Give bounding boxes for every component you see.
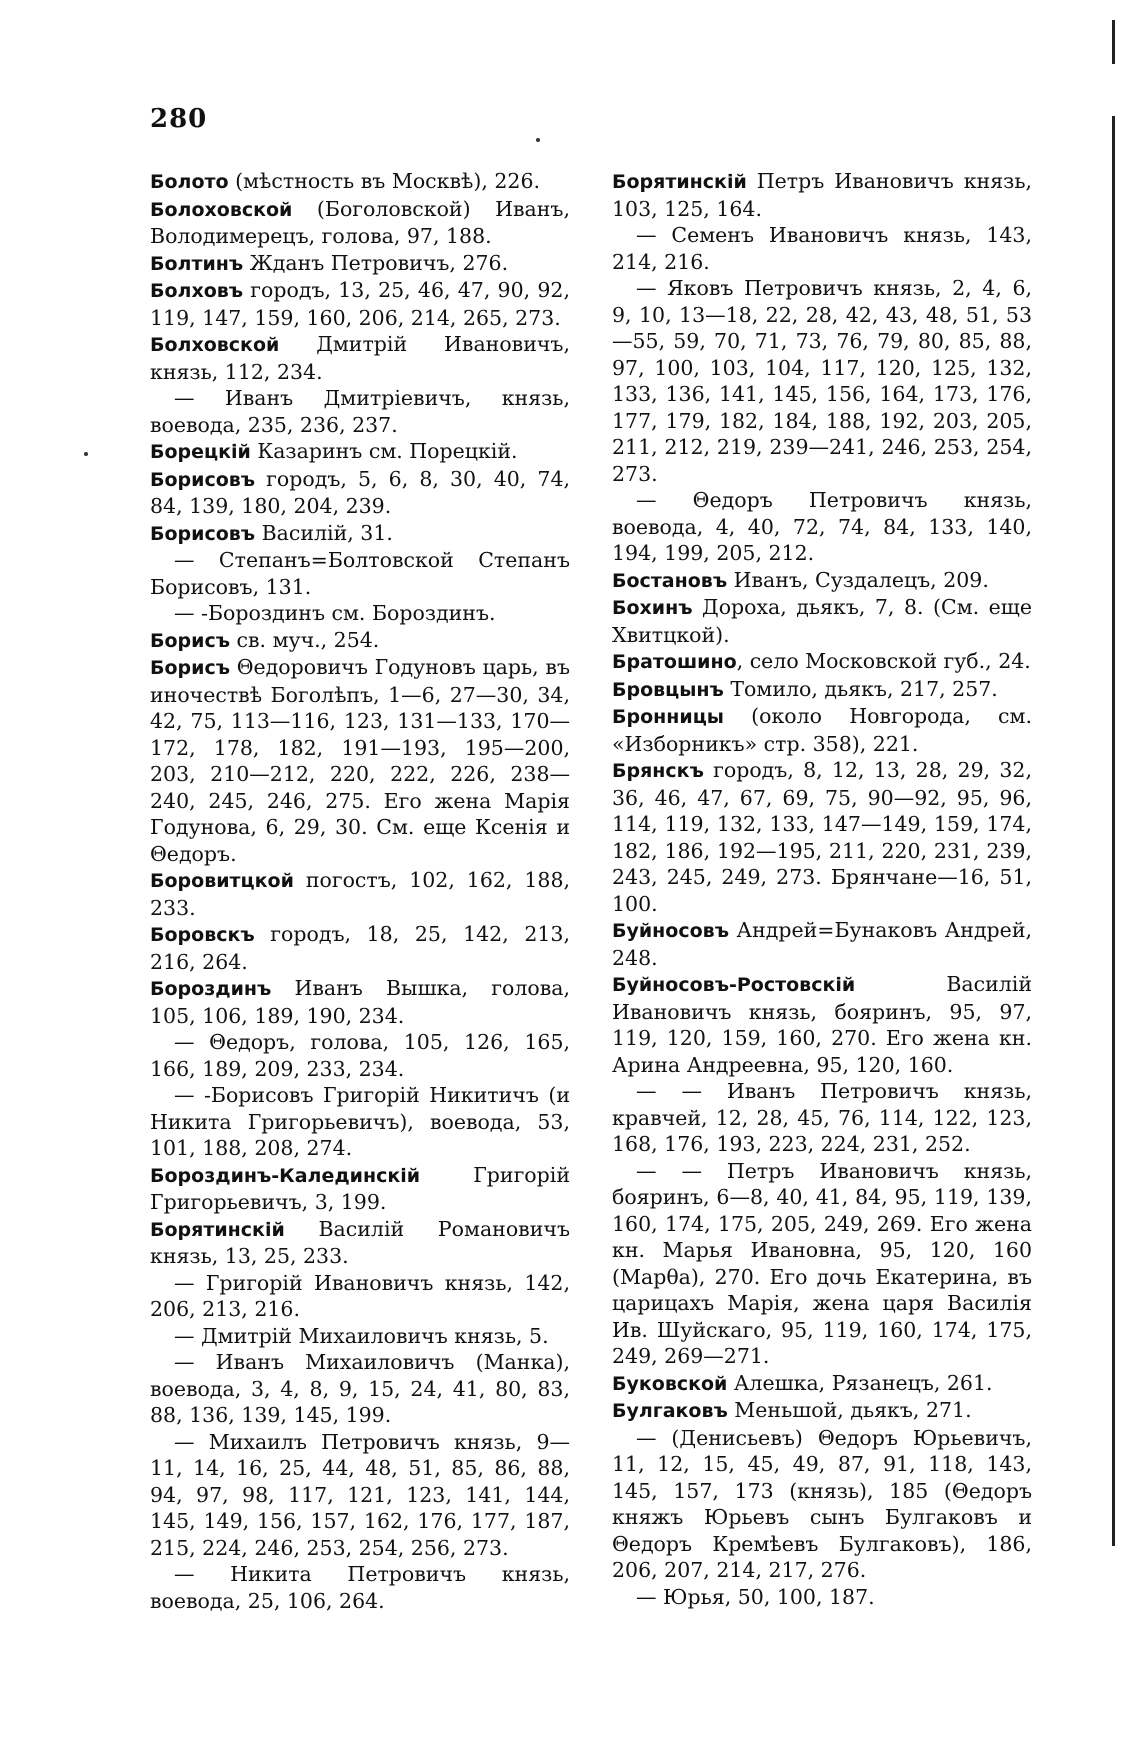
- entry-text: городъ, 13, 25, 46, 47, 90, 92, 119, 147, 159, 160, 206, 214, 265, 273.: [150, 278, 570, 330]
- entry-text: Василій Романовичъ князь, 13, 25, 233.: [150, 1216, 570, 1268]
- index-entry: [612, 1370, 1032, 1398]
- entry-headword: Бронницы: [612, 706, 724, 728]
- entry-text: — -Борисовъ Григорій Никитичъ (и Никита Григорьевичъ), воевода, 53, 101, 188, 208, 274.: [150, 1083, 570, 1160]
- entry-headword: Булгаковъ: [612, 1400, 728, 1422]
- index-entry: [150, 438, 570, 466]
- entry-text: Василій, 31.: [255, 520, 393, 545]
- speck: [84, 452, 88, 456]
- entry-text: — Яковъ Петровичъ князь, 2, 4, 6, 9, 10, 13—18, 22, 28, 42, 43, 48, 51, 53—55, 59, 70, 71, 73, 76, 79, 80, 85, 88, 97, 100, 103, 104, 117, 120, 125, 132, 133, 136, 141, 145, 156, 164, 173, 176, 177, 179, 182, 184, 188, 192, 203, 205, 211, 212, 219, 239—241, 246, 253, 254, 273.: [612, 276, 1032, 486]
- entry-text: Меньшой, дьякъ, 271.: [727, 1398, 972, 1422]
- entry-text: — Юрья, 50, 100, 187.: [636, 1584, 875, 1609]
- entry-headword: Борисъ: [150, 657, 230, 679]
- entry-text: — Степанъ=Болтовской Степанъ Борисовъ, 131.: [150, 548, 570, 599]
- entry-headword: Боровскъ: [150, 924, 255, 946]
- index-entry: [612, 703, 1032, 757]
- index-entry: [612, 222, 1032, 275]
- entry-text: Казаринъ см. Порецкій.: [250, 439, 518, 463]
- index-entry: [150, 277, 570, 331]
- entry-headword: Борятинскій: [612, 171, 747, 193]
- index-entry: [150, 1323, 570, 1350]
- index-entry: [612, 1584, 1032, 1611]
- entry-headword: Борисовъ: [150, 468, 256, 491]
- entry-text: Томило, дьякъ, 217, 257.: [723, 676, 998, 701]
- entry-text: Григорій Григорьевичъ, 3, 199.: [150, 1162, 570, 1214]
- entry-headword: Борецкій: [150, 441, 251, 463]
- index-entry: [150, 1216, 570, 1270]
- index-entry: [150, 921, 570, 975]
- entry-text: — Семенъ Ивановичъ князь, 143, 214, 216.: [612, 223, 1032, 274]
- index-entry: [150, 975, 570, 1029]
- entry-text: — — Иванъ Петровичъ князь, кравчей, 12, 28, 45, 76, 114, 122, 123, 168, 176, 193, 223, 224, 231, 252.: [612, 1079, 1032, 1156]
- entry-text: (мѣстность въ Москвѣ), 226.: [228, 169, 541, 193]
- entry-text: городъ, 8, 12, 13, 28, 29, 32, 36, 46, 47, 67, 69, 75, 90—92, 95, 96, 114, 119, 132, 133, 147—149, 159, 174, 182, 186, 192—195, 211, 220, 231, 239, 243, 245, 249, 273. Брянчане—16, 51, 100.: [612, 758, 1032, 916]
- entry-text: (около Новгорода, см. «Изборникъ» стр. 358), 221.: [612, 704, 1032, 756]
- index-entry: [150, 1349, 570, 1429]
- entry-text: Андрей=Бунаковъ Андрей, 248.: [612, 918, 1032, 970]
- entry-text: Дороха, дьякъ, 7, 8. (См. еще Хвитцкой).: [612, 595, 1032, 647]
- entry-text: — (Денисьевъ) Θедоръ Юрьевичъ, 11, 12, 15, 45, 49, 87, 91, 118, 143, 145, 157, 173 (князь), 185 (Θедоръ княжъ Юрьевъ сынъ Булгаковъ и Θедоръ Кремѣевъ Булгаковъ), 186, 206, 207, 214, 217, 276.: [612, 1425, 1032, 1582]
- entry-headword: Брянскъ: [612, 760, 704, 782]
- index-entry: [612, 567, 1032, 595]
- index-entry: [150, 385, 570, 438]
- entry-headword: Болховской: [150, 334, 280, 356]
- index-entry: [612, 168, 1032, 222]
- index-entry: [150, 466, 570, 520]
- index-entry: [150, 547, 570, 600]
- index-entry: [150, 1561, 570, 1614]
- entry-text: — Григорій Ивановичъ князь, 142, 206, 213, 216.: [150, 1270, 570, 1321]
- entry-headword: Братошино: [612, 651, 737, 673]
- index-entry: [612, 676, 1032, 704]
- index-entry: [612, 594, 1032, 648]
- entry-headword: Бороздинъ-Калединскій: [150, 1164, 421, 1187]
- entry-text: — Дмитрій Михаиловичъ князь, 5.: [174, 1323, 549, 1348]
- index-entry: [150, 1270, 570, 1323]
- entry-headword: Боровитцкой: [150, 870, 294, 892]
- entry-text: Θедоровичъ Годуновъ царь, въ иночествѣ Боголѣпъ, 1—6, 27—30, 34, 42, 75, 113—116, 123, 131—133, 170—172, 178, 182, 191—193, 195—200, 203, 210—212, 220, 222, 226, 238—240, 245, 246, 275. Его жена Марія Годунова, 6, 29, 30. См. еще Ксенія и Θедоръ.: [150, 655, 570, 866]
- entry-headword: Болоховской: [150, 198, 293, 221]
- entry-text: Жданъ Петровичъ, 276.: [243, 250, 509, 275]
- index-entry: [612, 917, 1032, 971]
- index-entry: [150, 250, 570, 278]
- index-entry: [150, 1162, 570, 1216]
- entry-headword: Болховъ: [150, 280, 244, 302]
- index-entry: [612, 757, 1032, 917]
- index-entry: [150, 1082, 570, 1162]
- index-entry: [612, 1078, 1032, 1158]
- entry-text: св. муч., 254.: [230, 627, 380, 652]
- entry-headword: Бостановъ: [612, 569, 728, 592]
- entry-headword: Борисъ: [150, 629, 230, 652]
- index-entry: [150, 1429, 570, 1562]
- entry-text: Дмитрій Ивановичъ, князь, 112, 234.: [150, 332, 570, 384]
- scan-edge-line: [1112, 116, 1115, 1546]
- entry-headword: Борятинскій: [150, 1218, 285, 1241]
- entry-text: Иванъ Вышка, голова, 105, 106, 189, 190, 234.: [150, 976, 570, 1028]
- index-entry: [150, 520, 570, 548]
- entry-text: погостъ, 102, 162, 188, 233.: [150, 868, 570, 920]
- entry-headword: Борисовъ: [150, 522, 256, 545]
- index-column-right: [612, 168, 1032, 1610]
- entry-text: Алешка, Рязанецъ, 261.: [727, 1370, 993, 1395]
- index-entry: [150, 1029, 570, 1082]
- speck: [536, 138, 540, 142]
- entry-text: (Боголовской) Иванъ, Володимерецъ, голова, 97, 188.: [150, 196, 570, 248]
- entry-text: — Никита Петровичъ князь, воевода, 25, 106, 264.: [150, 1562, 570, 1613]
- scan-edge-line: [1112, 20, 1115, 64]
- entry-headword: Болото: [150, 171, 229, 193]
- entry-headword: Болтинъ: [150, 252, 244, 275]
- index-entry: [612, 971, 1032, 1078]
- entry-text: — Θедоръ, голова, 105, 126, 165, 166, 189, 209, 233, 234.: [150, 1030, 570, 1081]
- entry-text: Петръ Ивановичъ князь, 103, 125, 164.: [612, 169, 1032, 221]
- entry-headword: Бровцынъ: [612, 678, 724, 701]
- entry-headword: Бороздинъ: [150, 978, 272, 1000]
- index-column-left: [150, 168, 570, 1614]
- index-entry: [150, 168, 570, 196]
- entry-text: — Иванъ Дмитріевичъ, князь, воевода, 235, 236, 237.: [150, 386, 570, 437]
- index-entry: [150, 196, 570, 250]
- entry-text: городъ, 18, 25, 142, 213, 216, 264.: [150, 922, 570, 974]
- index-entry: [612, 275, 1032, 487]
- index-entry: [150, 331, 570, 385]
- index-entry: [612, 1425, 1032, 1584]
- entry-text: , село Московской губ., 24.: [736, 649, 1031, 673]
- entry-text: — — Петръ Ивановичъ князь, бояринъ, 6—8, 40, 41, 84, 95, 119, 139, 160, 174, 175, 205, 249, 269. Его жена кн. Марья Ивановна, 95, 120, 160 (Марθа), 270. Его дочь Екатерина, въ царицахъ Марія, жена царя Василія Ив. Шуйскаго, 95, 119, 160, 174, 175, 249, 269—271.: [612, 1158, 1032, 1368]
- index-entry: [612, 1158, 1032, 1370]
- entry-text: — -Бороздинъ см. Бороздинъ.: [174, 601, 496, 625]
- index-entry: [150, 867, 570, 921]
- entry-text: — Иванъ Михаиловичъ (Манка), воевода, 3, 4, 8, 9, 15, 24, 41, 80, 83, 88, 136, 139, 145, 199.: [150, 1350, 570, 1427]
- entry-headword: Бохинъ: [612, 597, 693, 619]
- entry-text: Иванъ, Суздалецъ, 209.: [727, 567, 989, 592]
- entry-headword: Буковской: [612, 1372, 728, 1395]
- index-entry: [612, 487, 1032, 567]
- index-entry: [612, 648, 1032, 676]
- page-number: 280: [150, 104, 208, 134]
- entry-text: — Θедоръ Петровичъ князь, воевода, 4, 40, 72, 74, 84, 133, 140, 194, 199, 205, 212.: [612, 488, 1032, 565]
- entry-headword: Буйносовъ: [612, 920, 729, 942]
- entry-text: Василій Ивановичъ князь, бояринъ, 95, 97, 119, 120, 159, 160, 270. Его жена кн. Арина Андреевна, 95, 120, 160.: [612, 972, 1032, 1077]
- entry-text: городъ, 5, 6, 8, 30, 40, 74, 84, 139, 180, 204, 239.: [150, 466, 570, 518]
- index-entry: [612, 1397, 1032, 1425]
- index-entry: [150, 654, 570, 867]
- entry-headword: Буйносовъ-Ростовскій: [612, 974, 856, 996]
- index-entry: [150, 627, 570, 655]
- entry-text: — Михаилъ Петровичъ князь, 9—11, 14, 16, 25, 44, 48, 51, 85, 86, 88, 94, 97, 98, 117, 121, 123, 141, 144, 145, 149, 156, 157, 162, 176, 177, 187, 215, 224, 246, 253, 254, 256, 273.: [150, 1429, 570, 1560]
- index-entry: [150, 600, 570, 627]
